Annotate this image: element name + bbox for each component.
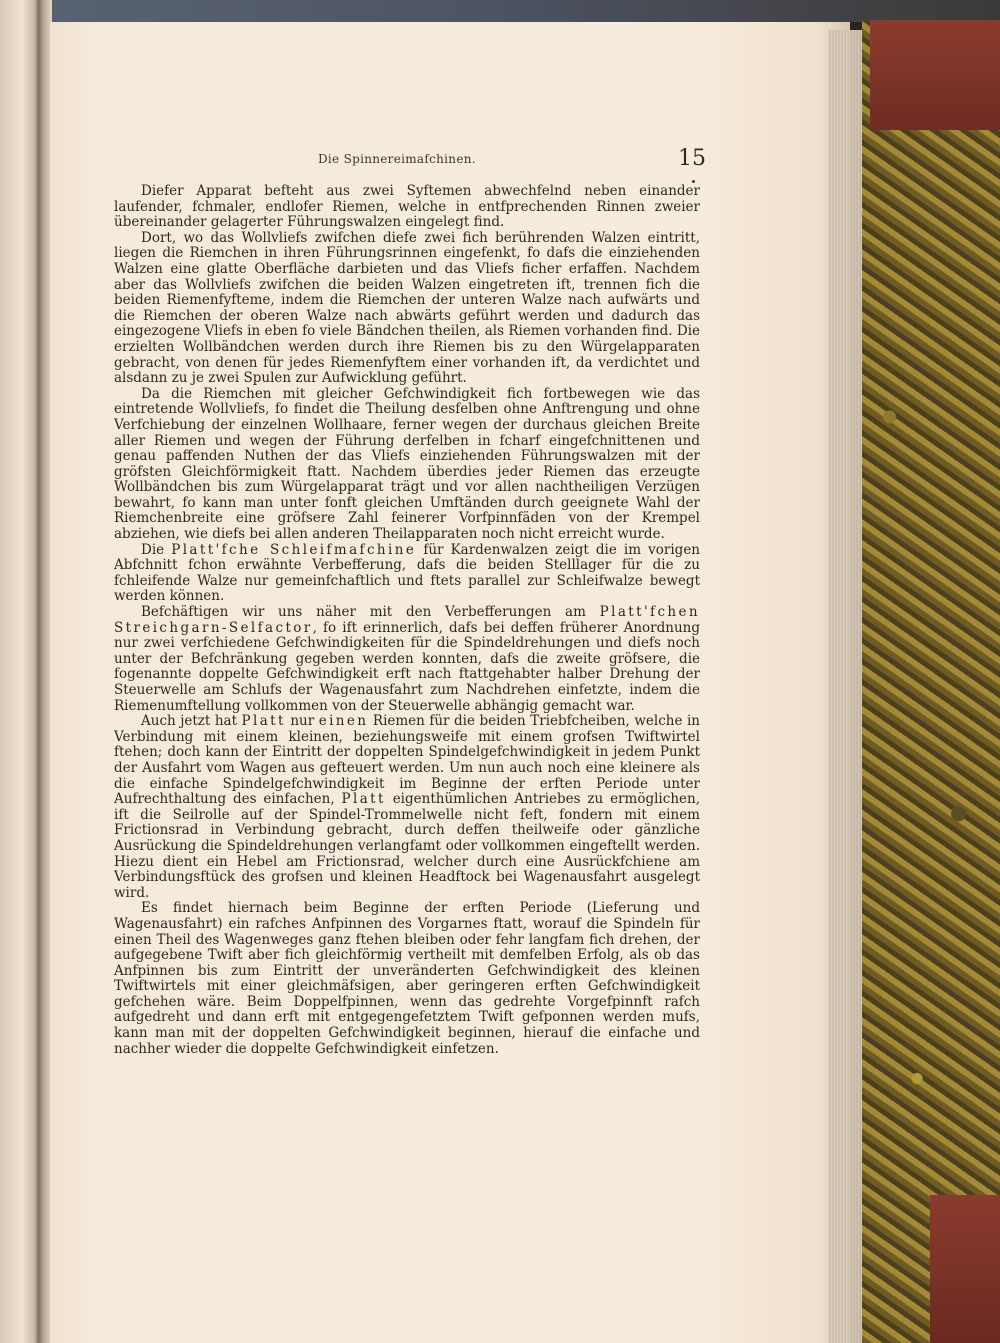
paragraph-1: Diefer Apparat befteht aus zwei Syftemen abwechfelnd neben einander laufender, fchmaler, endlofer Riemen, welche in entfprechenden Rinnen zweier übereinander gelagerter Führungswalzen eingelegt find. — [114, 183, 700, 231]
spaced-term-einen: einen — [318, 713, 369, 730]
paragraph-5-start: Befchäftigen wir uns näher mit den Verbefferungen am — [141, 604, 600, 621]
paragraph-6-end: eigenthümlichen Antriebes zu ermöglichen, ift die Seilrolle auf der Spindel-Trommelwelle nicht feft, fondern mit einem Frictionsrad in Verbindung gebracht, durch deffen theilweife oder gänzliche Ausrückung die Spindeldrehungen verlangfamt oder vollkommen eingeftellt werden. Hiezu dient ein Hebel am Frictionsrad, welcher durch eine Ausrückfchiene am Verbindungsftück des grofsen und kleinen Headftock bei Wagenausfahrt ausgelegt wird. — [114, 791, 700, 901]
running-head: Die Spinnereimafchinen. — [318, 152, 476, 166]
page-number: 15 — [678, 146, 706, 171]
spaced-term-platt-2: Platt — [341, 791, 386, 808]
paragraph-4 — [114, 543, 700, 605]
leather-corner-bottom — [930, 1195, 1000, 1343]
paragraph-3: Da die Riemchen mit gleicher Gefchwindigkeit fich fortbewegen wie das eintretende Wollvliefs, fo findet die Theilung desfelben ohne Anftrengung und ohne Verfchiebung der einzelnen Wollhaare, ferner wegen der durchaus gleichen Breite aller Riemen und wegen der Führung derfelben in fcharf eingefchnittenen und genau paffenden Nuthen der das Vliefs einziehenden Führungswalzen mit der gröfsten Gleichförmigkeit ftatt. Nachdem überdies jeder Riemen das erzeugte Wollbändchen bis zum Würgelapparat trägt und vor allen nachtheiligen Verzügen bewahrt, fo kann man unter fonft gleichen Umftänden durch geeignete Wahl der Riemchenbreite eine gröfsere Zahl feinerer Vorfpinnfäden von der Krempel abziehen, wie diefs bei allen anderen Theilapparaten noch nicht erreicht wurde. — [114, 385, 700, 543]
body-text — [114, 184, 700, 1057]
paragraph-6-start: Auch jetzt hat — [141, 713, 242, 730]
paragraph-5 — [114, 605, 700, 714]
paragraph-4-start: Die — [141, 541, 172, 558]
paragraph-7: Es findet hiernach beim Beginne der erften Periode (Lieferung und Wagenausfahrt) ein rafches Anfpinnen des Vorgarnes ftatt, worauf die Spindeln für einen Theil des Wagenweges ganz ftehen bleiben oder fehr langfam fich drehen, der aufgegebene Twift aber fich gleichförmig vertheilt mit demfelben Erfolg, als ob das Anfpinnen bis zum Eintritt der unveränderten Gefchwindigkeit des kleinen Twiftwirtels mit einer gleichmäfsigen, aber geringeren erften Gefchwindigkeit gefchehen wäre. Beim Doppelfpinnen, wenn das gedrehte Vorgefpinnft rafch aufgedreht und dann erft mit entgegengefetztem Twift gefponnen werden mufs, kann man mit der doppelten Gefchwindigkeit beginnen, hierauf die einfache und nachher wieder die doppelte Gefchwindigkeit einfetzen. — [114, 900, 700, 1057]
paragraph-5-rest: , fo ift erinnerlich, dafs bei deffen früherer Anordnung nur zwei verfchiedene Gefchwindigkeiten für die Spindeldrehungen und diefs noch unter der Befchränkung gegeben werden konnten, dafs die zweite gröfsere, die fogenannte doppelte Gefchwindigkeit erft nach ftattgehabter halber Drehung der Steuerwelle am Schlufs der Wagenausfahrt zum Nachdrehen einfetzte, indem die Riemenumftellung vollkommen von der Steuerwelle abhängig gemacht war. — [114, 619, 700, 714]
spaced-term-platt-schleifmaschine: Platt'fche Schleifmafchine — [171, 541, 417, 558]
paragraph-2: Dort, wo das Wollvliefs zwifchen diefe zwei fich berührenden Walzen eintritt, liegen die Riemchen in ihren Führungsrinnen eingefenkt, fo dafs die einziehenden Walzen eine glatte Oberfläche darbieten und das Vliefs ficher erfaffen. Nachdem aber das Wollvliefs zwifchen die beiden Walzen eingetreten ift, trennen fich die beiden Riemenfyfteme, indem die Riemchen der unteren Walze nach aufwärts und die Riemchen der oberen Walze nach abwärts geführt werden und dadurch das eingezogene Vliefs in eben fo viele Bändchen theilen, als Riemen vorhanden find. Die erzielten Wollbändchen werden durch ihre Riemen bis zu den Würgelapparaten gebracht, von denen für jedes Riemenfyftem einer vorhanden ift, da verdichtet und alsdann zu je zwei Spulen zur Aufwicklung geführt. — [114, 229, 700, 387]
facing-page-edge — [0, 0, 40, 1343]
marbled-cover — [862, 20, 1000, 1343]
paragraph-4-rest: für Kardenwalzen zeigt die im vorigen Abfchnitt fchon erwähnte Verbefferung, dafs die beiden Stelllager für die zu fchleifende Walze nur gemeinfchaftlich und ftets parallel zur Schleifwalze bewegt werden können. — [114, 541, 700, 605]
page-stack-edges — [828, 30, 866, 1343]
leather-corner-top — [870, 20, 1000, 130]
spaced-term-platt: Platt — [241, 713, 286, 730]
scanner-background — [0, 0, 1000, 22]
paragraph-6 — [114, 714, 700, 901]
spaced-term-streichgarn-selfactor: Platt'fchen Streichgarn-Selfactor — [114, 604, 700, 636]
paragraph-6-mid: nur — [285, 713, 319, 730]
paragraph-6-rest: Riemen für die beiden Triebfcheiben, welche in Verbindung mit einem kleinen, beziehungsweife mit einem grofsen Twiftwirtel ftehen; doch kann der Eintritt der doppelten Spindelgefchwindigkeit in jedem Punkt der Ausfahrt vom Wagen aus gefteuert werden. Um nun auch noch eine kleinere als die einfache Spindelgefchwindigkeit im Beginne der erften Periode unter Aufrechthaltung des einfachen, — [114, 713, 700, 808]
